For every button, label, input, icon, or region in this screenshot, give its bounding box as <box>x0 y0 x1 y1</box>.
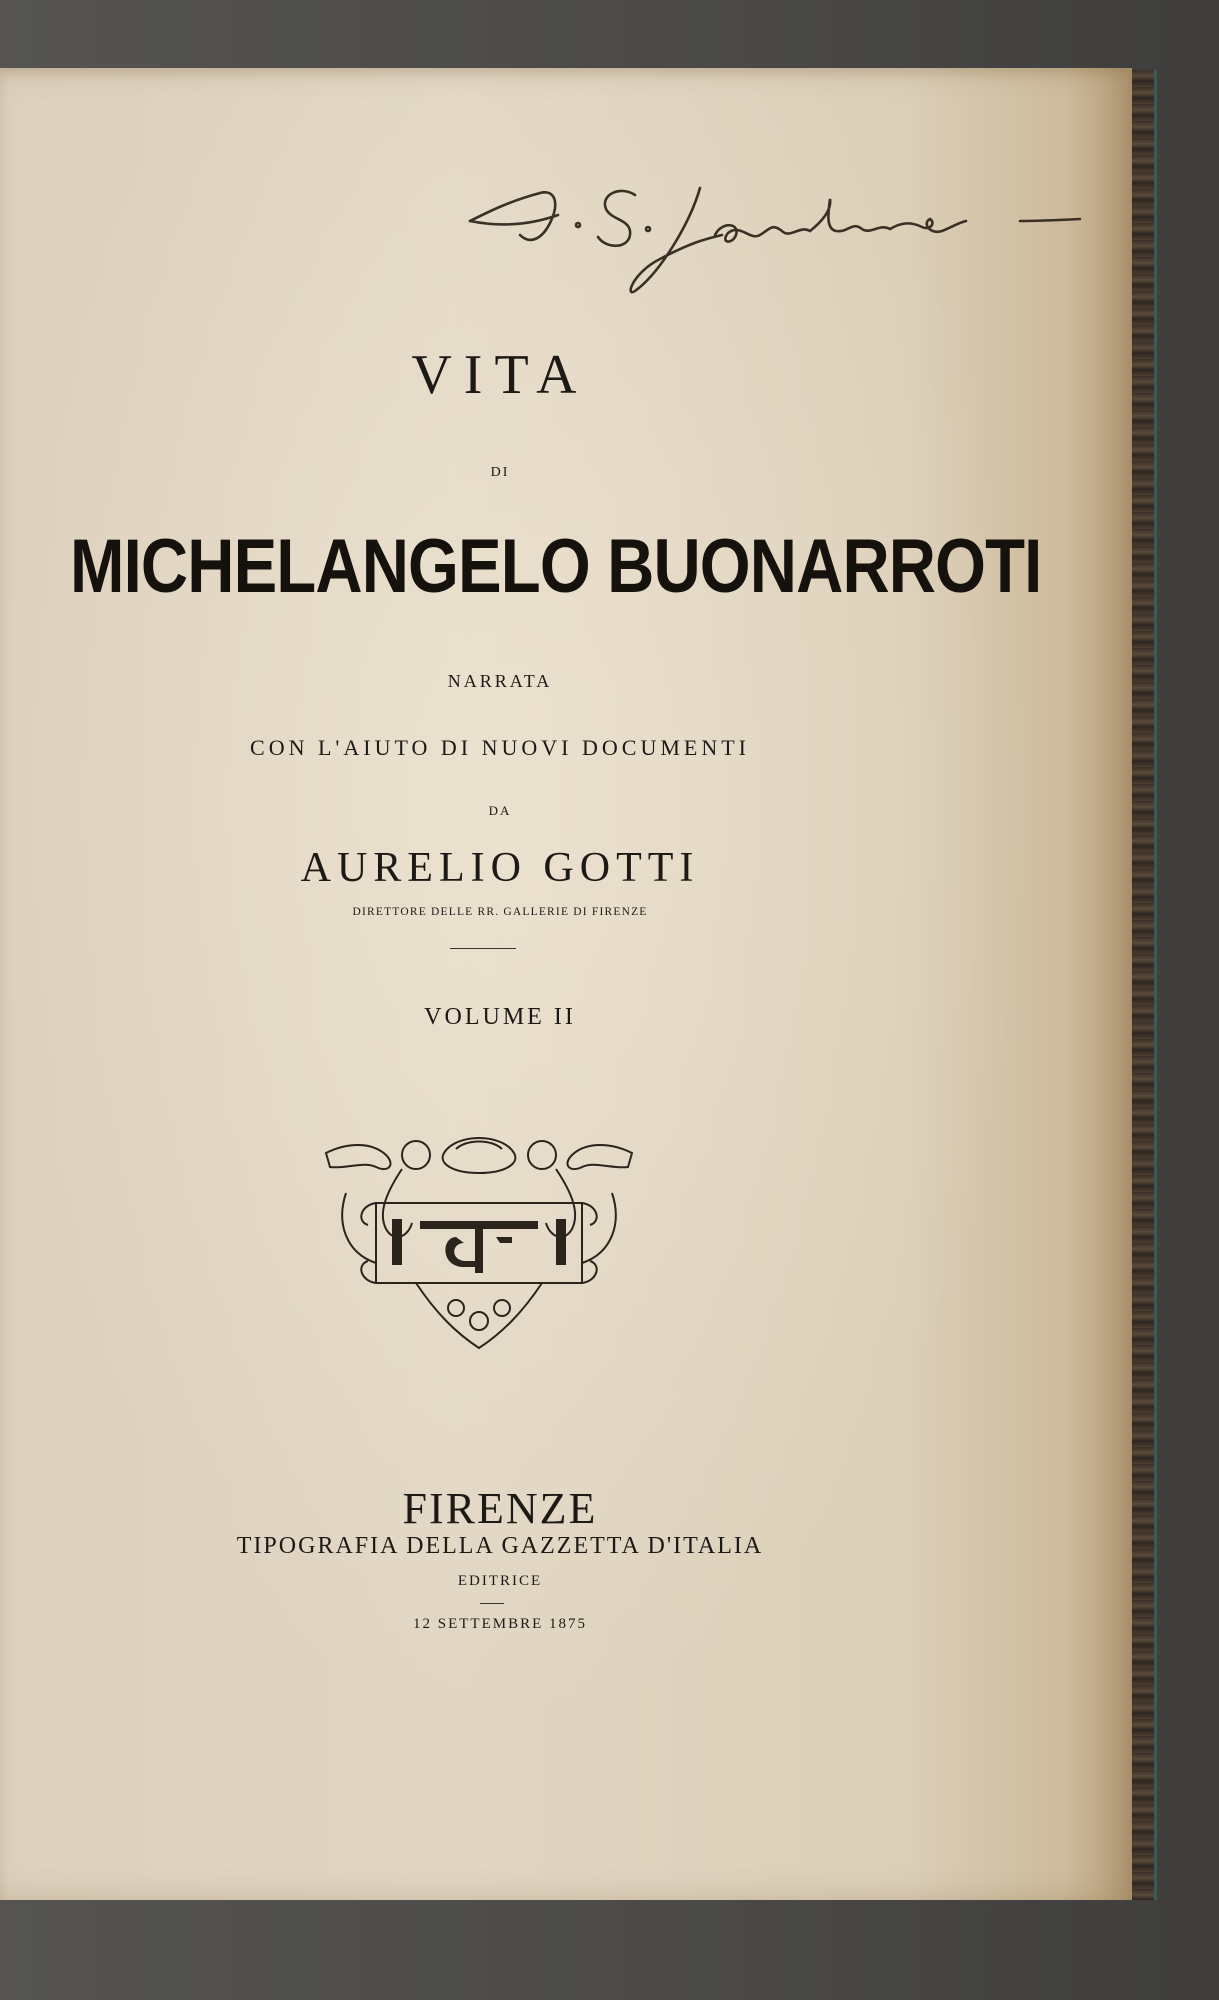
subject-name: MICHELANGELO BUONARROTI <box>70 524 1042 609</box>
volume-number: VOLUME II <box>424 1004 576 1030</box>
subtitle-documents: CON L'AIUTO DI NUOVI DOCUMENTI <box>250 735 750 760</box>
divider-rule <box>450 948 516 949</box>
imprint-city: FIRENZE <box>402 1484 598 1533</box>
imprint-role: EDITRICE <box>457 1573 543 1589</box>
imprint-date: 12 SETTEMBRE 1875 <box>412 1616 587 1632</box>
author-conjunction: DA <box>488 803 512 818</box>
printer-mark-emblem-icon <box>316 1133 642 1353</box>
author-name: AURELIO GOTTI <box>300 845 700 891</box>
book-binding-edge <box>1128 70 1157 1900</box>
title-page <box>0 68 1132 1900</box>
handwritten-signature <box>460 163 1100 313</box>
imprint-publisher: TIPOGRAFIA DELLA GAZZETTA D'ITALIA <box>236 1533 764 1559</box>
narrata-line: NARRATA <box>447 671 553 691</box>
imprint-divider <box>480 1603 504 1604</box>
book-title: VITA <box>411 344 589 406</box>
title-conjunction: DI <box>490 465 510 480</box>
author-title: DIRETTORE DELLE RR. GALLERIE DI FIRENZE <box>352 906 648 918</box>
